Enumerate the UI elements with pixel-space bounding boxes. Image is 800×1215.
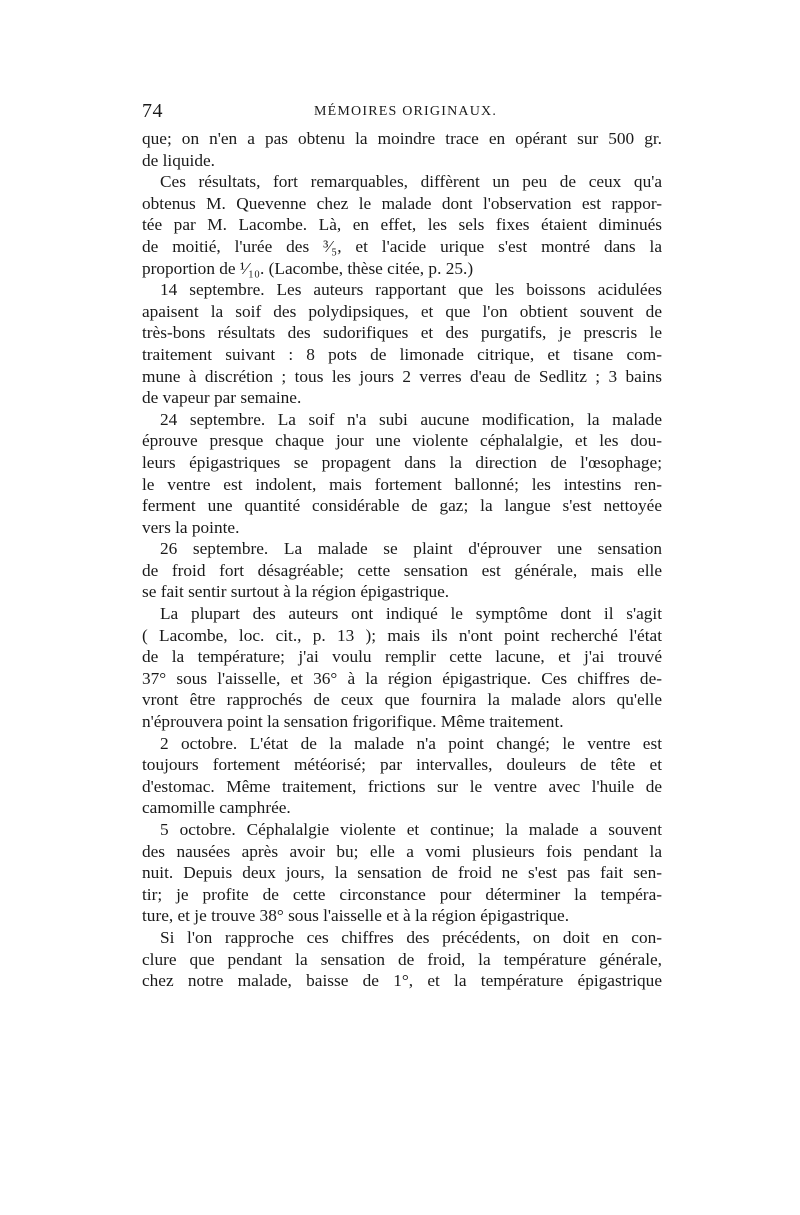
page-body-text — [142, 128, 662, 992]
text-line: de la température; j'ai voulu remplir cette lacune, et j'ai trouvé — [142, 647, 662, 667]
text-line: 24 septembre. La soif n'a subi aucune modification, la malade — [160, 409, 662, 429]
text-line: de liquide. — [142, 150, 215, 170]
text-line: chez notre malade, baisse de 1°, et la température épigastrique — [142, 971, 662, 991]
page-header — [142, 100, 662, 124]
text-line: toujours fortement météorisé; par intervalles, douleurs de tête et — [142, 755, 662, 775]
text-line: tir; je profite de cette circonstance pour déterminer la tempéra- — [142, 884, 662, 904]
text-line: camomille camphrée. — [142, 798, 291, 818]
text-line: de froid fort désagréable; cette sensation est générale, mais elle — [142, 560, 662, 580]
text-line: très-bons résultats des sudorifiques et des purgatifs, je prescris le — [142, 323, 662, 343]
text-line: 2 octobre. L'état de la malade n'a point changé; le ventre est — [160, 733, 662, 753]
text-line: 5 octobre. Céphalalgie violente et continue; la malade a souvent — [160, 820, 662, 839]
text-line: apaisent la soif des polydipsiques, et que l'on obtient souvent de — [142, 301, 662, 321]
text-line: Ces résultats, fort remarquables, diffèrent un peu de ceux qu'a — [160, 172, 662, 192]
text-line: le ventre est indolent, mais fortement ballonné; les intestins ren- — [142, 474, 662, 494]
text-line: que; on n'en a pas obtenu la moindre trace en opérant sur 500 gr. — [142, 129, 662, 148]
text-line: d'estomac. Même traitement, frictions sur le ventre avec l'huile de — [142, 776, 662, 796]
text-line: de moitié, l'urée des ³⁄₅, et l'acide urique s'est montré dans la — [142, 236, 662, 256]
text-line: 26 septembre. La malade se plaint d'éprouver une sensation — [160, 539, 662, 559]
text-line: nuit. Depuis deux jours, la sensation de froid ne s'est pas fait sen- — [142, 863, 662, 883]
text-line: obtenus M. Quevenne chez le malade dont l'observation est rappor- — [142, 193, 662, 213]
text-line: 14 septembre. Les auteurs rapportant que les boissons acidulées — [160, 280, 662, 300]
text-line: leurs épigastriques se propagent dans la direction de l'œsophage; — [142, 452, 662, 472]
text-line: ferment une quantité considérable de gaz; la langue s'est nettoyée — [142, 496, 662, 516]
text-line: La plupart des auteurs ont indiqué le symptôme dont il s'agit — [160, 604, 662, 624]
page-number: 74 — [142, 100, 163, 122]
text-line: Si l'on rapproche ces chiffres des précédents, on doit en con- — [160, 927, 662, 947]
text-line: tée par M. Lacombe. Là, en effet, les sels fixes étaient diminués — [142, 215, 662, 235]
text-line: vers la pointe. — [142, 517, 240, 537]
text-line: ture, et je trouve 38° sous l'aisselle et à la région épigastrique. — [142, 906, 570, 926]
text-line: de vapeur par semaine. — [142, 388, 302, 408]
running-head: MÉMOIRES ORIGINAUX. — [314, 104, 498, 119]
text-line: clure que pendant la sensation de froid, la température générale, — [142, 949, 662, 969]
text-line: n'éprouvera point la sensation frigorifique. Même traitement. — [142, 712, 564, 732]
text-line: se fait sentir surtout à la région épigastrique. — [142, 582, 450, 602]
text-line: 37° sous l'aisselle, et 36° à la région épigastrique. Ces chiffres de- — [142, 668, 662, 688]
text-line: proportion de ¹⁄₁₀. (Lacombe, thèse citée, p. 25.) — [142, 258, 474, 278]
text-line: vront être rapprochés de ceux que fournira la malade alors qu'elle — [142, 690, 662, 710]
text-line: des nausées après avoir bu; elle a vomi plusieurs fois pendant la — [142, 841, 662, 861]
text-line: éprouve presque chaque jour une violente céphalalgie, et les dou- — [142, 431, 662, 451]
text-line: mune à discrétion ; tous les jours 2 verres d'eau de Sedlitz ; 3 bains — [142, 366, 662, 386]
text-line: ( Lacombe, loc. cit., p. 13 ); mais ils n'ont point recherché l'état — [142, 625, 662, 645]
text-line: traitement suivant : 8 pots de limonade citrique, et tisane com- — [142, 344, 662, 364]
